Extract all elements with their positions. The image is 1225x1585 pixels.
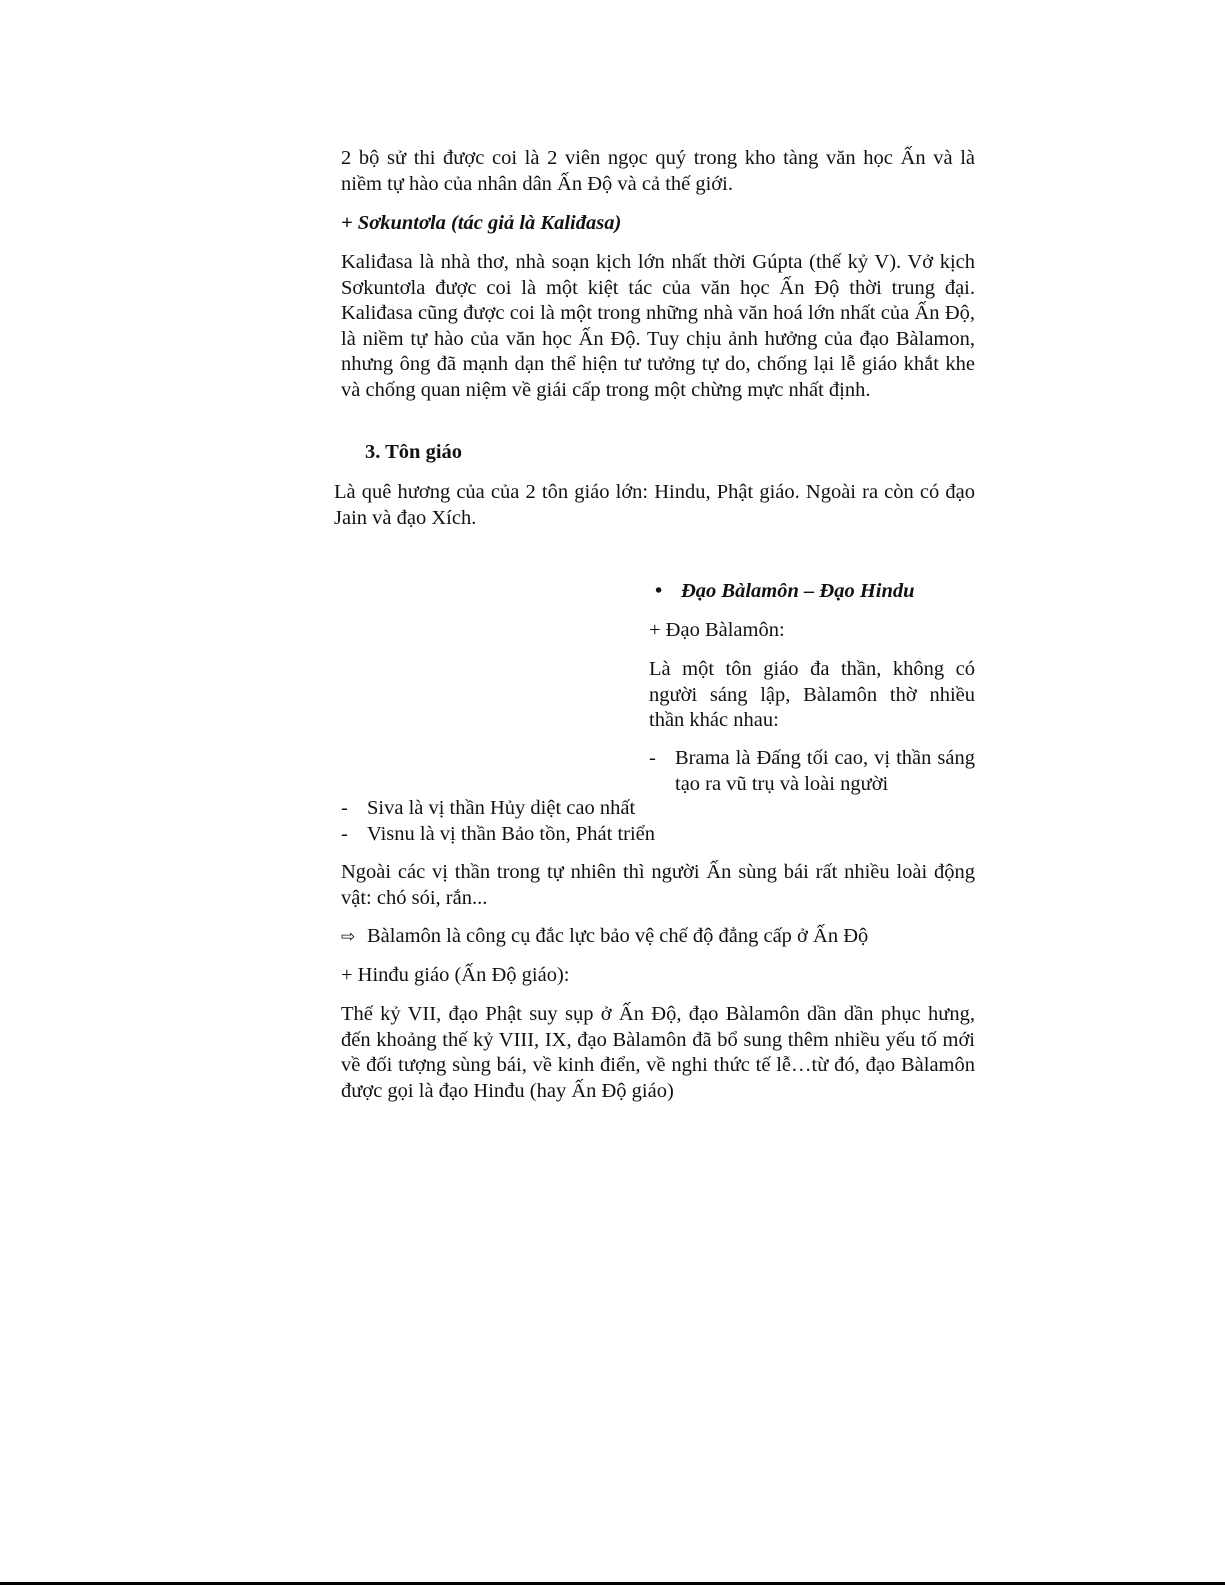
god-list-right xyxy=(649,746,975,797)
conclusion-text: Bàlamôn là công cụ đắc lực bảo vệ chế độ đẳng cấp ở Ấn Độ xyxy=(367,925,869,947)
arrow-right-icon: ⇨ xyxy=(341,927,356,947)
god-text: Brama là Đấng tối cao, vị thần sáng tạo ra vũ trụ và loài người xyxy=(675,747,975,795)
religion-paragraph: Là quê hương của của 2 tôn giáo lớn: Hindu, Phật giáo. Ngoài ra còn có đạo Jain và đạo Xích. xyxy=(334,481,975,529)
god-list-left xyxy=(341,796,975,847)
sokuntola-heading: + Sơkuntơla (tác giả là Kaliđasa) xyxy=(341,212,622,234)
hindu-heading-text: Đạo Bàlamôn – Đạo Hindu xyxy=(681,580,915,602)
god-text: Visnu là vị thần Bảo tồn, Phát triển xyxy=(367,822,656,845)
god-text: Siva là vị thần Hủy diệt cao nhất xyxy=(367,797,636,819)
sokuntola-paragraph: Kaliđasa là nhà thơ, nhà soạn kịch lớn nhất thời Gúpta (thế kỷ V). Vở kịch Sơkuntơla được coi là một kiệt tác của văn học Ấn Độ thời trung đại. Kaliđasa cũng được coi là một trong những nhà văn hoá lớn nhất của Ấn Độ, là niềm tự hào của văn học Ấn Độ. Tuy chịu ảnh hưởng của đạo Bàlamon, nhưng ông đã mạnh dạn thể hiện tư tưởng tự do, chống lại lễ giáo khắt khe và chống quan niệm về giái cấp trong một chừng mực nhất định. xyxy=(341,251,975,401)
balamon-subheading: + Đạo Bàlamôn: xyxy=(649,619,785,641)
hindu-subheading: + Hinđu giáo (Ấn Độ giáo): xyxy=(341,964,570,986)
hindu-right-column xyxy=(649,579,975,605)
conclusion-line xyxy=(341,924,975,951)
balamon-description: Là một tôn giáo đa thần, không có người sáng lập, Bàlamôn thờ nhiều thần khác nhau: xyxy=(649,658,975,732)
god-item-visnu xyxy=(341,822,975,848)
god-item-brama xyxy=(649,746,975,797)
religion-heading: 3. Tôn giáo xyxy=(365,441,463,463)
bullet-icon: • xyxy=(655,580,663,602)
animals-paragraph: Ngoài các vị thần trong tự nhiên thì người Ấn sùng bái rất nhiều loài động vật: chó sói, rắn... xyxy=(341,861,975,909)
intro-paragraph: 2 bộ sử thi được coi là 2 viên ngọc quý trong kho tàng văn học Ấn và là niềm tự hào của nhân dân Ấn Độ và cả thế giới. xyxy=(341,147,975,195)
dash-icon: - xyxy=(341,797,348,819)
hindu-paragraph: Thế kỷ VII, đạo Phật suy sụp ở Ấn Độ, đạo Bàlamôn dần dần phục hưng, đến khoảng thế kỷ VIII, IX, đạo Bàlamôn đã bổ sung thêm nhiều yếu tố mới về đối tượng sùng bái, về kinh điển, về nghi thức tế lễ…từ đó, đạo Bàlamôn được gọi là đạo Hinđu (hay Ấn Độ giáo) xyxy=(341,1003,975,1102)
dash-icon: - xyxy=(649,747,656,769)
dash-icon: - xyxy=(341,822,348,845)
hindu-bullet-heading xyxy=(649,579,975,605)
god-item-siva xyxy=(341,796,975,822)
